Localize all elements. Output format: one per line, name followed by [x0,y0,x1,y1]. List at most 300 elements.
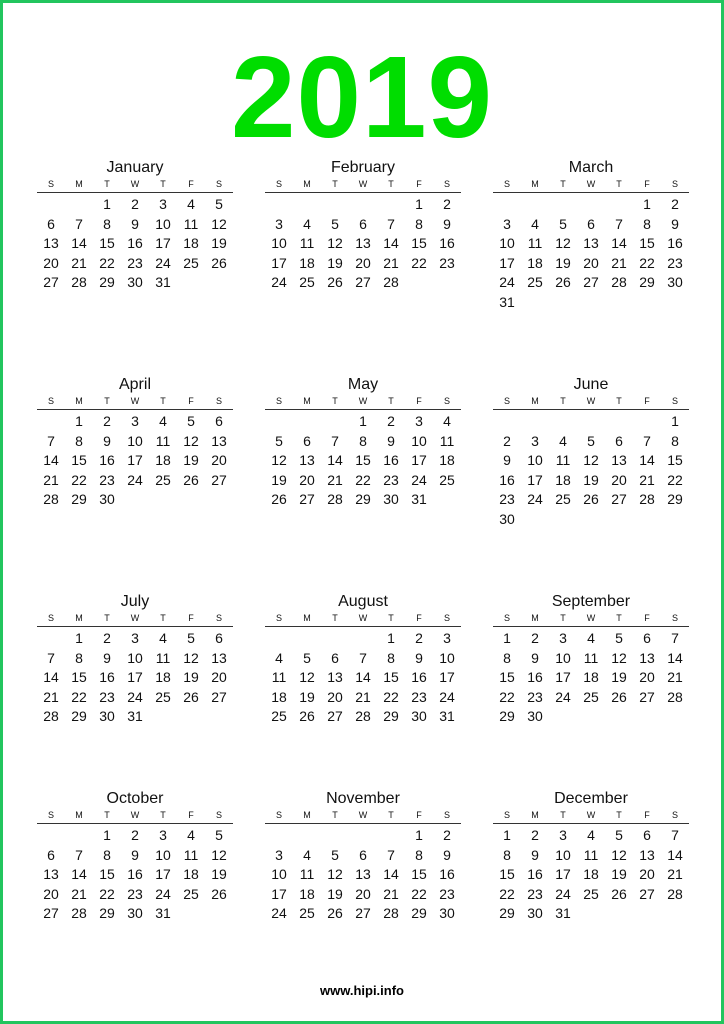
weekday-header: F [416,179,422,189]
day-cell: 16 [527,669,543,686]
day-cell: 7 [643,432,651,449]
day-cell: 11 [583,649,599,666]
day-cell: 17 [499,254,515,271]
empty-day-cell [37,826,65,846]
day-cell: 25 [555,491,571,508]
weekday-header: W [586,613,596,623]
empty-day-cell [493,195,521,215]
empty-day-cell [349,826,377,846]
empty-day-cell [321,629,349,649]
website-footer: www.hipi.info [319,983,404,998]
day-cell: 7 [47,432,55,449]
day-cell: 28 [327,491,343,508]
empty-day-cell [265,412,293,432]
day-cell: 18 [271,688,287,705]
weekday-header: T [560,613,566,623]
day-cell: 22 [411,885,427,902]
day-cell: 6 [615,432,623,449]
day-cell: 28 [667,688,683,705]
day-cell: 1 [415,196,423,212]
day-cell: 27 [211,471,227,488]
empty-day-cell [265,195,293,215]
day-cell: 4 [303,846,311,863]
day-cell: 19 [327,254,343,271]
day-cell: 24 [127,688,143,705]
weekday-header: T [388,179,394,189]
day-cell: 7 [75,215,83,232]
weekday-header: W [358,396,368,406]
day-cell: 13 [611,452,627,469]
day-cell: 4 [587,630,595,646]
day-cell: 26 [183,688,199,705]
weekday-header-row [493,809,689,824]
day-cell: 23 [127,254,143,271]
day-cell: 20 [43,254,59,271]
weekday-header-row [37,178,233,193]
day-cell: 14 [43,452,59,469]
weekday-header: M [531,810,539,820]
day-cell: 6 [215,630,223,646]
day-cell: 7 [359,649,367,666]
day-cell: 31 [499,293,515,310]
day-cell: 14 [71,866,87,883]
day-cell: 20 [211,669,227,686]
weekday-header: T [616,810,622,820]
weekday-header: S [215,810,222,820]
weekday-header: F [188,810,194,820]
day-cell: 21 [383,254,399,271]
empty-day-cell [377,195,405,215]
day-cell: 11 [527,235,543,252]
day-cell: 9 [503,452,511,469]
day-cell: 20 [355,885,371,902]
day-cell: 30 [527,905,543,922]
day-cell: 1 [387,630,395,646]
day-cell: 31 [155,905,171,922]
day-cell: 28 [43,491,59,508]
weekday-header: F [644,396,650,406]
days-grid [493,629,689,727]
day-cell: 2 [503,432,511,449]
weekday-header: S [503,613,510,623]
day-cell: 20 [211,452,227,469]
empty-day-cell [265,629,293,649]
day-cell: 23 [411,688,427,705]
weekday-header: S [671,396,678,406]
month-june [493,375,689,530]
day-cell: 2 [531,630,539,646]
empty-day-cell [293,826,321,846]
days-grid [37,412,233,510]
day-cell: 14 [611,235,627,252]
day-cell: 22 [499,688,515,705]
empty-day-cell [605,195,633,215]
weekday-header-row [265,809,461,824]
day-cell: 8 [75,649,83,666]
day-cell: 29 [355,491,371,508]
day-cell: 4 [443,413,451,429]
day-cell: 14 [43,669,59,686]
day-cell: 28 [43,708,59,725]
day-cell: 10 [555,649,571,666]
day-cell: 3 [531,432,539,449]
day-cell: 27 [611,491,627,508]
day-cell: 19 [211,866,227,883]
weekday-header: T [104,810,110,820]
day-cell: 24 [271,274,287,291]
day-cell: 26 [583,491,599,508]
day-cell: 26 [611,885,627,902]
day-cell: 25 [527,274,543,291]
day-cell: 6 [643,630,651,646]
day-cell: 21 [383,885,399,902]
day-cell: 7 [671,630,679,646]
day-cell: 4 [187,196,195,212]
day-cell: 25 [183,885,199,902]
day-cell: 8 [103,215,111,232]
weekday-header: T [388,810,394,820]
weekday-header: F [644,179,650,189]
day-cell: 31 [411,491,427,508]
month-title: October [106,790,164,807]
day-cell: 3 [159,196,167,212]
day-cell: 21 [327,471,343,488]
weekday-header: F [188,613,194,623]
day-cell: 7 [387,846,395,863]
weekday-header: S [215,613,222,623]
day-cell: 13 [583,235,599,252]
day-cell: 5 [215,827,223,843]
day-cell: 17 [271,254,287,271]
empty-day-cell [65,826,93,846]
day-cell: 15 [499,866,515,883]
day-cell: 8 [359,432,367,449]
days-grid [37,195,233,293]
weekday-header: S [443,810,450,820]
empty-day-cell [549,195,577,215]
weekday-header: T [332,396,338,406]
weekday-header: S [47,179,54,189]
month-title: April [118,376,151,393]
weekday-header: W [130,179,140,189]
day-cell: 26 [271,491,287,508]
day-cell: 12 [183,432,199,449]
day-cell: 4 [275,649,283,666]
year-title: 2019 [230,32,494,162]
weekday-header-row [265,395,461,410]
day-cell: 9 [415,649,423,666]
day-cell: 6 [587,215,595,232]
day-cell: 4 [159,630,167,646]
day-cell: 26 [555,274,571,291]
day-cell: 11 [271,669,287,686]
day-cell: 7 [671,827,679,843]
day-cell: 1 [103,196,111,212]
weekday-header: F [416,396,422,406]
day-cell: 13 [639,846,655,863]
day-cell: 15 [383,669,399,686]
month-july [37,592,233,727]
day-cell: 15 [355,452,371,469]
day-cell: 8 [75,432,83,449]
day-cell: 30 [99,491,115,508]
day-cell: 26 [211,885,227,902]
month-november [265,789,461,924]
day-cell: 24 [155,254,171,271]
day-cell: 28 [639,491,655,508]
month-title: June [573,376,609,393]
month-title: August [338,593,388,610]
day-cell: 18 [583,669,599,686]
day-cell: 23 [99,688,115,705]
empty-day-cell [293,195,321,215]
weekday-header: M [531,396,539,406]
day-cell: 8 [103,846,111,863]
day-cell: 21 [43,688,59,705]
day-cell: 23 [439,254,455,271]
day-cell: 15 [71,669,87,686]
day-cell: 25 [299,905,315,922]
day-cell: 31 [155,274,171,291]
day-cell: 11 [583,846,599,863]
day-cell: 15 [411,866,427,883]
day-cell: 18 [155,452,171,469]
weekday-header: T [616,396,622,406]
day-cell: 21 [611,254,627,271]
day-cell: 18 [583,866,599,883]
day-cell: 19 [611,866,627,883]
empty-day-cell [377,826,405,846]
day-cell: 10 [127,432,143,449]
day-cell: 18 [299,885,315,902]
weekday-header: S [503,179,510,189]
empty-day-cell [293,412,321,432]
day-cell: 27 [211,688,227,705]
weekday-header: F [416,810,422,820]
day-cell: 4 [303,215,311,232]
weekday-header: M [75,396,83,406]
day-cell: 2 [103,413,111,429]
weekday-header: S [215,179,222,189]
weekday-header-row [37,612,233,627]
month-december [493,789,689,924]
day-cell: 8 [503,649,511,666]
weekday-header: W [130,810,140,820]
day-cell: 1 [103,827,111,843]
empty-day-cell [321,826,349,846]
day-cell: 28 [355,708,371,725]
day-cell: 14 [639,452,655,469]
month-january [37,158,233,293]
day-cell: 16 [411,669,427,686]
empty-day-cell [37,629,65,649]
day-cell: 17 [127,452,143,469]
weekday-header: S [47,396,54,406]
day-cell: 29 [499,905,515,922]
weekday-header: T [160,179,166,189]
day-cell: 24 [527,491,543,508]
empty-day-cell [37,195,65,215]
day-cell: 14 [327,452,343,469]
day-cell: 20 [299,471,315,488]
day-cell: 4 [187,827,195,843]
day-cell: 14 [71,235,87,252]
weekday-header: W [358,613,368,623]
day-cell: 10 [127,649,143,666]
day-cell: 13 [639,649,655,666]
day-cell: 28 [667,885,683,902]
day-cell: 4 [559,432,567,449]
day-cell: 14 [383,235,399,252]
weekday-header: S [443,613,450,623]
weekday-header: T [616,179,622,189]
day-cell: 9 [531,846,539,863]
day-cell: 3 [131,630,139,646]
empty-day-cell [577,412,605,432]
day-cell: 5 [275,432,283,449]
month-september [493,592,689,727]
weekday-header: T [560,179,566,189]
day-cell: 18 [299,254,315,271]
day-cell: 8 [643,215,651,232]
day-cell: 9 [531,649,539,666]
weekday-header-row [493,178,689,193]
days-grid [265,629,461,727]
day-cell: 20 [639,669,655,686]
month-title: February [330,159,396,176]
day-cell: 24 [439,688,455,705]
day-cell: 13 [43,866,59,883]
day-cell: 12 [555,235,571,252]
day-cell: 11 [299,866,315,883]
day-cell: 1 [503,827,511,843]
day-cell: 10 [271,235,287,252]
day-cell: 22 [71,471,87,488]
day-cell: 22 [99,885,115,902]
day-cell: 21 [355,688,371,705]
day-cell: 11 [299,235,315,252]
day-cell: 25 [155,688,171,705]
day-cell: 13 [355,235,371,252]
weekday-header: S [47,613,54,623]
day-cell: 3 [415,413,423,429]
day-cell: 12 [271,452,287,469]
day-cell: 10 [499,235,515,252]
day-cell: 16 [439,235,455,252]
day-cell: 10 [555,846,571,863]
empty-day-cell [521,195,549,215]
day-cell: 31 [127,708,143,725]
day-cell: 20 [639,866,655,883]
day-cell: 19 [327,885,343,902]
day-cell: 6 [47,215,55,232]
day-cell: 25 [583,885,599,902]
weekday-header: S [671,810,678,820]
day-cell: 9 [131,846,139,863]
day-cell: 15 [99,866,115,883]
day-cell: 24 [155,885,171,902]
day-cell: 16 [499,471,515,488]
day-cell: 24 [271,905,287,922]
day-cell: 29 [71,708,87,725]
day-cell: 13 [355,866,371,883]
weekday-header: M [75,613,83,623]
weekday-header: M [303,810,311,820]
day-cell: 24 [499,274,515,291]
day-cell: 27 [583,274,599,291]
day-cell: 29 [639,274,655,291]
day-cell: 6 [303,432,311,449]
day-cell: 15 [411,235,427,252]
day-cell: 16 [439,866,455,883]
day-cell: 11 [439,432,455,449]
day-cell: 27 [299,491,315,508]
weekday-header: T [104,613,110,623]
day-cell: 27 [355,905,371,922]
day-cell: 29 [71,491,87,508]
weekday-header: S [671,179,678,189]
day-cell: 14 [383,866,399,883]
day-cell: 22 [355,471,371,488]
day-cell: 18 [183,866,199,883]
day-cell: 10 [155,215,171,232]
day-cell: 27 [355,274,371,291]
day-cell: 5 [615,827,623,843]
day-cell: 30 [527,708,543,725]
day-cell: 2 [131,196,139,212]
day-cell: 6 [359,215,367,232]
day-cell: 2 [387,413,395,429]
day-cell: 8 [415,215,423,232]
day-cell: 12 [183,649,199,666]
day-cell: 19 [271,471,287,488]
day-cell: 16 [99,452,115,469]
day-cell: 19 [299,688,315,705]
day-cell: 27 [639,885,655,902]
day-cell: 1 [415,827,423,843]
day-cell: 2 [415,630,423,646]
weekday-header: S [503,810,510,820]
day-cell: 5 [187,413,195,429]
day-cell: 4 [159,413,167,429]
day-cell: 1 [75,630,83,646]
day-cell: 10 [411,432,427,449]
weekday-header: T [332,179,338,189]
day-cell: 10 [439,649,455,666]
day-cell: 1 [75,413,83,429]
day-cell: 1 [643,196,651,212]
day-cell: 29 [667,491,683,508]
day-cell: 5 [587,432,595,449]
day-cell: 9 [443,215,451,232]
weekday-header: F [644,613,650,623]
day-cell: 16 [127,866,143,883]
day-cell: 12 [327,235,343,252]
day-cell: 12 [211,215,227,232]
day-cell: 23 [499,491,515,508]
day-cell: 17 [555,669,571,686]
day-cell: 13 [327,669,343,686]
day-cell: 30 [127,274,143,291]
day-cell: 19 [611,669,627,686]
weekday-header: S [671,613,678,623]
day-cell: 16 [127,235,143,252]
day-cell: 30 [411,708,427,725]
weekday-header: T [104,179,110,189]
day-cell: 11 [555,452,571,469]
day-cell: 3 [275,215,283,232]
day-cell: 5 [303,649,311,666]
